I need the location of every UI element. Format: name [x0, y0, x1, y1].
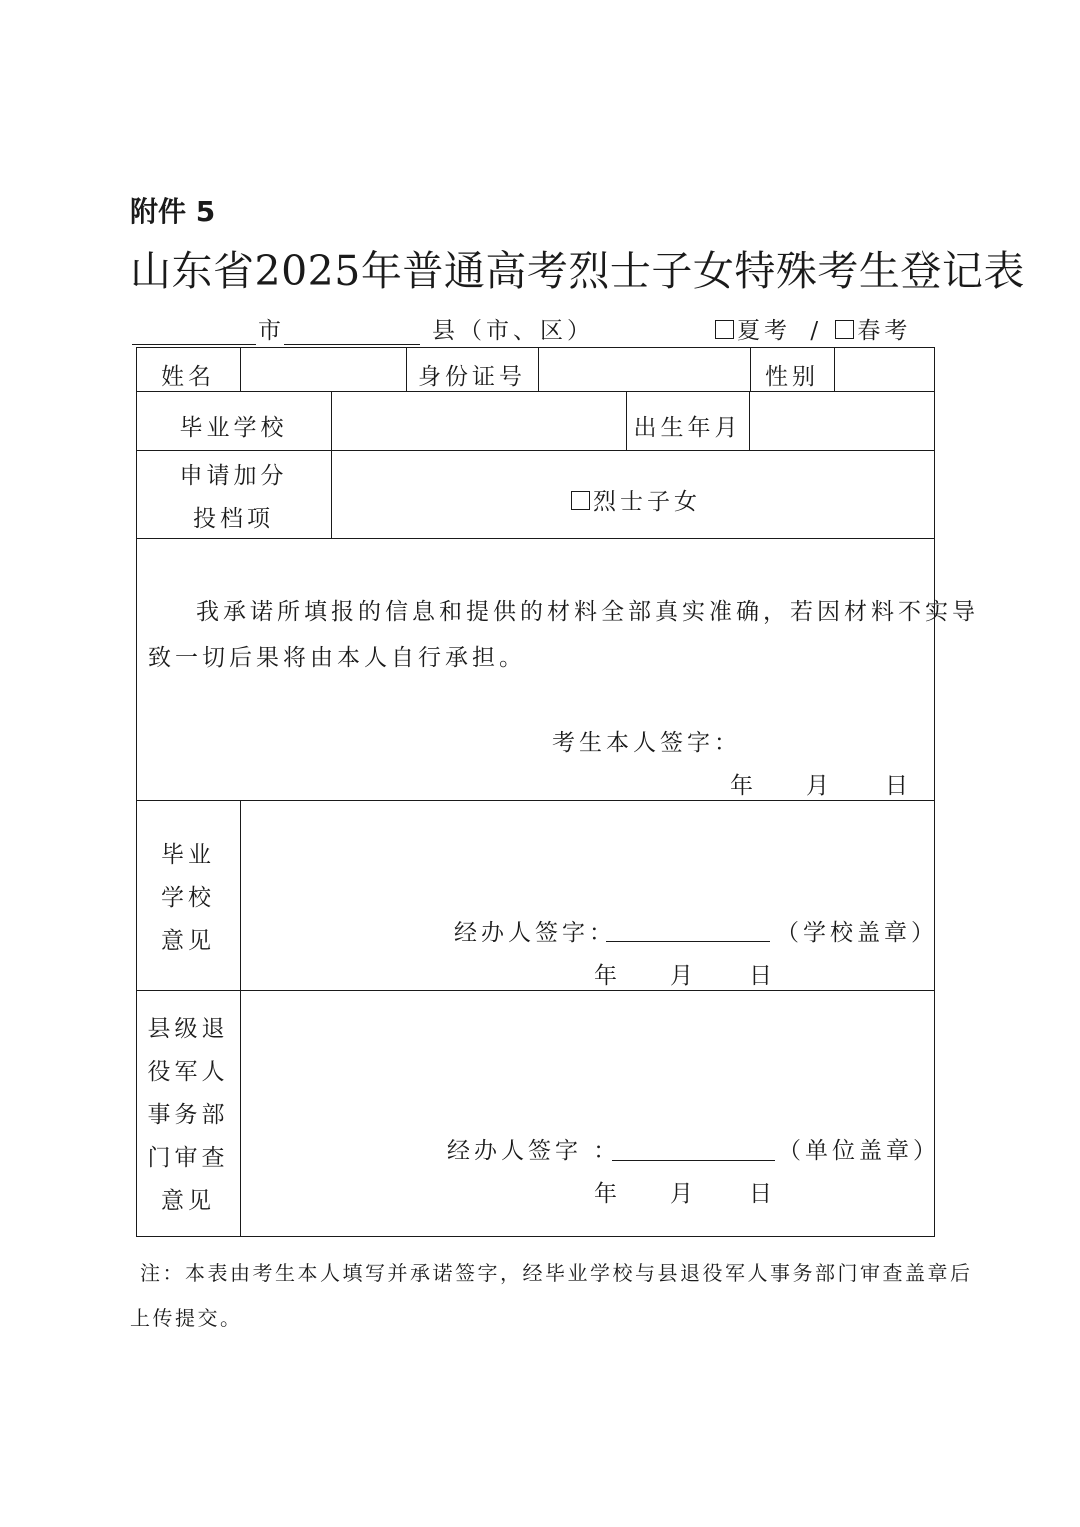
gender-label: 性别	[765, 364, 819, 390]
veteran-handler-sign-field[interactable]	[612, 1160, 775, 1161]
birth-date-label: 出生年月	[633, 415, 742, 441]
veteran-day: 日	[749, 1181, 776, 1207]
veteran-year: 年	[594, 1181, 621, 1207]
school-day: 日	[749, 963, 776, 989]
pledge-text-line2: 致一切后果将由本人自行承担。	[148, 645, 526, 671]
school-year: 年	[594, 963, 621, 989]
spring-checkbox[interactable]	[835, 320, 854, 339]
school-handler-sign-field[interactable]	[606, 941, 770, 942]
spring-label: 春考	[857, 318, 912, 344]
county-suffix: 县（市、区）	[432, 318, 594, 344]
veteran-stamp-label: （单位盖章）	[778, 1138, 940, 1164]
veteran-handler-sign-label: 经办人签字 ：	[447, 1138, 621, 1164]
student-signature-label: 考生本人签字：	[552, 730, 741, 756]
school-opinion-label: 毕业 学校 意见	[161, 842, 215, 954]
school-field[interactable]	[333, 393, 625, 449]
name-field[interactable]	[242, 349, 405, 390]
footer-note-line1: 注：本表由考生本人填写并承诺签字，经毕业学校与县退役军人事务部门审查盖章后	[140, 1261, 973, 1285]
school-label: 毕业学校	[179, 415, 288, 441]
exam-type-selector	[715, 312, 911, 345]
city-suffix: 市	[258, 318, 285, 344]
id-number-field[interactable]	[540, 349, 749, 390]
pledge-year: 年	[730, 773, 757, 799]
gender-field[interactable]	[836, 349, 933, 390]
pledge-text-line1: 我承诺所填报的信息和提供的材料全部真实准确，若因材料不实导	[196, 599, 979, 625]
birth-date-field[interactable]	[751, 393, 933, 449]
name-label: 姓名	[161, 364, 215, 390]
summer-label: 夏考	[737, 318, 791, 344]
martyr-child-checkbox[interactable]	[571, 491, 590, 510]
school-month: 月	[670, 963, 697, 989]
attachment-label: 附件 5	[130, 195, 216, 228]
city-blank[interactable]	[132, 344, 256, 345]
bonus-item-label: 申请加分 投档项	[179, 463, 288, 532]
separator: /	[810, 318, 823, 344]
student-signature-field[interactable]	[735, 718, 925, 754]
id-number-label: 身份证号	[418, 364, 526, 390]
school-handler-sign-label: 经办人签字：	[454, 920, 616, 946]
bonus-option	[571, 483, 701, 516]
martyr-child-label: 烈士子女	[593, 489, 701, 515]
summer-checkbox[interactable]	[715, 320, 734, 339]
veteran-month: 月	[670, 1181, 697, 1207]
school-stamp-label: （学校盖章）	[776, 920, 938, 946]
county-blank[interactable]	[284, 344, 420, 345]
pledge-day: 日	[885, 773, 912, 799]
veteran-dept-opinion-label: 县级退 役军人 事务部 门审查 意见	[147, 1016, 229, 1214]
pledge-month: 月	[806, 773, 833, 799]
form-title: 山东省2025年普通高考烈士子女特殊考生登记表	[130, 247, 1025, 295]
footer-note-line2: 上传提交。	[130, 1306, 243, 1330]
